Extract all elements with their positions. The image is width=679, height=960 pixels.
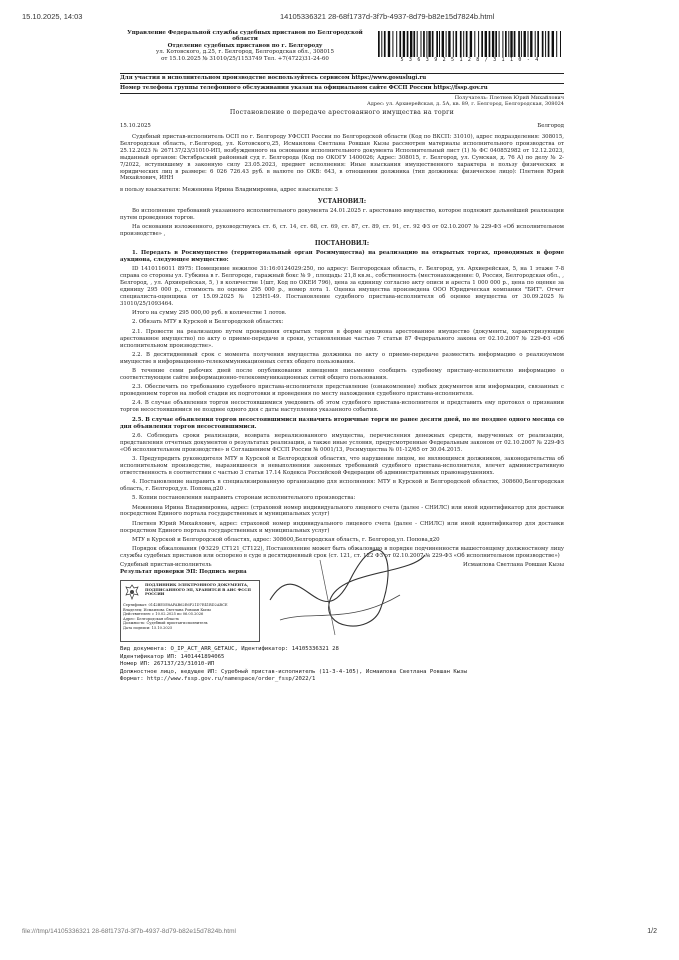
barcode-bar [463, 31, 464, 57]
divider [120, 83, 564, 84]
signature-check: Результат проверки ЭП: Подпись верна [120, 569, 247, 576]
postanovil-heading: ПОСТАНОВИЛ: [314, 240, 370, 248]
appeal-procedure: Порядок обжалования (ФЗ229_СТ121_СТ122), Постановление может быть обжаловано в порядке подчиненности вышестоящему должностному лицу службы судебных приставов или оспорено в суде в десятидневный срок (ст. 121, ст. 122 ФЗ от 02.10.2007 № 229-ФЗ «Об исполнительном производстве») [120, 546, 564, 560]
authority-line-3: Отделение судебных приставов по г. Белгороду [167, 42, 323, 49]
letterhead [120, 30, 564, 72]
document-page [120, 30, 564, 683]
recipient-name: Получатель: Плетнев Юрий Михайлович [454, 94, 564, 101]
clause-1: 1. Передать в Росимущество (территориальный орган Росимущества) на реализацию на открытых торгах, проводимых в форме аукциона, следующее имущество: [120, 250, 564, 264]
barcode-bar [388, 31, 390, 57]
e-signature-block [120, 580, 564, 646]
barcode-bar [514, 31, 516, 57]
barcode-bar [432, 31, 434, 57]
barcode-number: 5 3 6 3 9 2 5 1 2 8 / 3 1 1 0 - 4 [400, 57, 540, 63]
print-datetime: 15.10.2025, 14:03 [22, 12, 83, 21]
barcode-bar [552, 31, 554, 57]
clause-2-4: 2.4. В случае объявления торгов несостоявшимися уведомить об этом судебного пристава-исполнителя и представить ему протокол о признании торгов несостоявшимися не позднее одного дня с даты наступления указанного события. [120, 400, 564, 414]
barcode-bar [499, 31, 500, 57]
recipient-mtu: МТУ в Курской и Белгородской областях, адрес: 308600,Белгородская область, г. Белгород,ул. Попова,д20 [132, 536, 440, 543]
document-metadata [120, 646, 564, 683]
barcode-bar [396, 31, 397, 57]
print-footer [22, 928, 657, 940]
recipient-debtor: Плетнев Юрий Михайлович, адрес: страховой номер индивидуального лицевого счета (далее - СНИЛС) или иной идентификатор для доставки посредством Единого портала государственных и муниципальных услуг) [120, 520, 564, 534]
authority-reg: от 15.10.2025 № 31010/25/1153749 Тел. +7(4722)31-24-60 [161, 55, 329, 62]
barcode-bar [478, 31, 479, 57]
barcode-bar [453, 31, 454, 57]
recipient-creditor: Меженина Ирина Владимировна, адрес: (страховой номер индивидуального лицевого счета (далее - СНИЛС) или иной идентификатор для доставки посредством Единого портала государственных и муниципальных услуг) [120, 504, 564, 518]
signer-role: Судебный пристав-исполнитель [120, 562, 212, 569]
barcode-bar [535, 31, 536, 57]
clause-2-2: 2.2. В десятидневный срок с момента получения имущества должника по акту о приеме-передаче разместить информацию о реализуемом имуществе в информационно-телекоммуникационных сетях общего пользования. [120, 351, 564, 365]
barcode-bar [521, 31, 522, 57]
law-basis: На основании изложенного, руководствуясь ст. 6, ст. 14, ст. 68, ст. 69, ст. 87, ст. 89, ст. 91, ст. 92 ФЗ от 02.10.2007 № 229-ФЗ «Об исполнительном производстве» , [120, 224, 564, 238]
total-line: Итого на сумму 295 000,00 руб. в количестве 1 лотов. [132, 310, 287, 317]
document-date: 15.10.2025 [120, 123, 151, 130]
cert-date: Дата подписи: 15.10.2025 [123, 626, 173, 631]
barcode-bar [470, 31, 472, 57]
creditor-line: в пользу взыскателя: Меженина Ирина Владимировна, адрес взыскателя: 3 [120, 187, 338, 194]
clause-2-2-b: В течение семи рабочих дней после опубликования извещения письменно сообщить судебному приставу-исполнителю информацию о соответствующем сайте информационно-телекоммуникационных сетей общего пользования. [120, 368, 564, 381]
barcode-bar [378, 31, 380, 57]
authority-block [120, 30, 370, 62]
barcode-bar [518, 31, 520, 57]
authority-address: ул. Котовского, д.25, г. Белгород, Белгородская обл., 308015 [155, 49, 335, 56]
barcode-bar [548, 31, 550, 57]
clause-2-1: 2.1. Провести на реализацию путем проведения открытых торгов в форме аукциона арестованное имущество (документы, характеризующие арестованное имущество) по акту о приеме-передаче в сроки, установленные частью 7 статьи 87 Федерального закона от 02.10.2007 № 229-ФЗ «Об исполнительном производстве». [120, 328, 564, 349]
barcode-bar [436, 31, 438, 57]
document-city: Белгород [537, 123, 564, 130]
meta-format: Формат: http://www.fssp.gov.ru/namespace/order_fssp/2022/1 [120, 675, 316, 682]
barcode-bar [446, 31, 447, 57]
authority-line-1: Управление Федеральной службы судебных приставов по Белгородской [127, 30, 363, 36]
clause-2-3: 2.3. Обеспечить по требованию судебного пристава-исполнителя представление (ознакомление) любых документов или информации, связанных с проведением торгов на любой стадии их подготовки и проведения по месту нахождения судебного пристава-исполнителя. [120, 384, 564, 398]
barcode-bar [439, 31, 440, 57]
authority-line-2: области [232, 36, 258, 43]
recipient-address: Адрес: ул. Архиерейская, д. 5А, кв. 89, г. Белгород, Белгородская, 308024 [366, 101, 564, 108]
signer-name: Исмаилова Светлана Ровшан Кызы [463, 562, 564, 569]
barcode-bar [489, 31, 491, 57]
barcode-bar [528, 31, 529, 57]
gosuslugi-note: Для участия в исполнительном производстве воспользуйтесь сервисом https://www.gosuslugi.ru [120, 75, 427, 81]
barcode-bar [381, 31, 382, 57]
barcode-bar [537, 31, 539, 57]
intro-paragraph: Судебный пристав-исполнитель ОСП по г. Белгороду УФССП России по Белгородской области (Код по ВКСП: 31010), адрес подразделения: 308015, Белгородская область, г.Белгород, ул. Котовского,25, Исмаилова Светлана Ровшан Кызы рассмотрев материалы исполнительного производства от 25.12.2023 № 267137/23/31010-ИП, возбужденного на основании исполнительного документа Исполнительный лист (1) № ФС 040852982 от 12.12.2023, выданный органом: Октябрьский районный суд г. Белгорода (Код по ОКОГУ 1400026; Адрес: 308015, г. Белгород, ул. Сумская, д. 76 А) по делу № 2-7/2022, вступившему в законную силу 23.05.2023, предмет исполнения: Иные взыскания имущественного характера в пользу физических и юридических лиц в размере: 6 026 726.43 руб. в валюте по ОКВ: 643, в отношении должника (тип должника: физическое лицо): Плетнев Юрий Михайлович, ИНН [120, 134, 564, 182]
barcode-bar [426, 31, 427, 57]
property-description: ID 1410116011 8975: Помещение нежилое 31:16:0124029:250, по адресу: Белгородская область, г. Белгород, ул. Архиерейская, 5, на 1 этаже 7-8 справа со стороны ул. Губкина в г. Белгороде, гаражный бокс № 9 , площадь: 21,8 кв.м., собственность (местонахождение: 0, Россия, Белгородская обл., , Белгород, , ул. Архиерейская, 5, ) в количестве 1(шт, Код по ОКЕИ 796), цена за единицу согласно акту описи и ареста 1 000 000 р., цена по оценке за единицу 295 000 р., стоимость по оценке 295 000 р., номер лота 1. Оценка имущества произведена ООО Юридическая компания "БИТ". Отчет специалиста-оценщика от 15.09.2025 № 125Н1-49. Постановление судебного пристава-исполнителя об оценке имущества от 30.09.2025 № 31010/25/1093464. [120, 266, 564, 307]
barcode-bar [448, 31, 450, 57]
e-signature-stamp [120, 580, 260, 642]
footer-path: file:///tmp/14105336321 28-68f1737d-3f7b-4937-8d79-b82e15d7824b.html [22, 928, 236, 935]
clause-5: 5. Копии постановления направить сторонам исполнительного производства: [132, 495, 356, 502]
barcode-bar [502, 31, 503, 57]
barcode-bar [407, 31, 409, 57]
barcode-bar [492, 31, 494, 57]
meta-ip-number: Номер ИП: 267137/23/31010-ИП [120, 661, 215, 668]
barcode-bar [474, 31, 475, 57]
handwritten-signature [260, 540, 435, 650]
barcode-bar [481, 31, 483, 57]
barcode-bar [530, 31, 532, 57]
clause-2-6: 2.6. Соблюдать сроки реализации, возврата нереализованного имущества, перечисления денежных средств, вырученных от реализации, представления отчетных документов о результатах реализации, а также иные условия, предусмотренные Федеральным законом от 02.10.2007 № 229-ФЗ «Об исполнительном производстве» и Соглашением ФССП России № 0001/13, Росимущества № 01-12/65 от 30.04.2015. [120, 432, 564, 453]
barcode-bar [421, 31, 422, 57]
barcode-bar [524, 31, 526, 57]
barcode-bar [413, 31, 415, 57]
barcode-bar [399, 31, 401, 57]
barcode-bar [384, 31, 386, 57]
barcode-bar [510, 31, 512, 57]
meta-ip-id: Идентификатор ИП: 1401441894065 [120, 653, 225, 660]
cert-line: Сертификат: 0142BE5E8AFAB62E6F21D7E41BD2ABCE [123, 603, 228, 608]
print-filename: 14105336321 28-68f1737d-3f7b-4937-8d79-b82e15d7824b.html [280, 12, 495, 21]
barcode-bar [423, 31, 425, 57]
barcode-bar [560, 31, 561, 57]
divider [120, 73, 564, 74]
e-signature-title: ПОДЛИННИК ЭЛЕКТРОННОГО ДОКУМЕНТА, ПОДПИСАННОГО ЭП, ХРАНИТСЯ В АИС ФССП РОССИИ [145, 582, 251, 597]
barcode-bar [455, 31, 457, 57]
print-header [22, 12, 657, 24]
barcode-bar [428, 31, 430, 57]
cert-address: Адрес: Белгородская область [123, 616, 180, 621]
barcode-bar [556, 31, 557, 57]
cert-validity: Действителен: с 10.02.2025 по 06.05.2026 [123, 612, 204, 617]
clause-2-5: 2.5. В случае объявления торгов несостоявшимися назначить вторичные торги не ранее десяти дней, но не позднее одного месяца со дня объявления торгов несостоявшимися. [120, 416, 564, 430]
clause-3: 3. Предупредить руководителя МТУ в Курской и Белгородской областях, что нарушение лицом, не являющимся должником, законодательства об исполнительном производстве, выразившееся в невыполнении законных требований судебного пристава-исполнителя, влечет административную ответственность в соответствии с частью 3 статьи 17.14 Кодекса Российской Федерации об административных правонарушениях. [120, 455, 564, 476]
barcode-bar [442, 31, 444, 57]
cert-owner: Владелец: Исмаилова Светлана Ровшан Кызы [123, 607, 211, 612]
barcode-bar [505, 31, 507, 57]
meta-official: Должностное лицо, ведущее ИП: Судебный пристав-исполнитель (11-3-4-105), Исмаилова Светлана Ровшан Кызы [120, 668, 467, 675]
barcode-bar [460, 31, 462, 57]
ustanovil-text: Во исполнение требований указанного исполнительного документа 24.01.2025 г. арестовано имущество, которое подлежит дальнейшей реализации путем проведения торгов. [120, 208, 564, 222]
coat-of-arms-icon [124, 584, 140, 600]
meta-doc-type: Вид документа: O_IP_ACT_ARR_GETAUC, Идентификатор: 14105336321 28 [120, 646, 339, 653]
cert-position: Должность: Судебный пристав-исполнитель [123, 621, 208, 626]
barcode-bar [403, 31, 405, 57]
phone-note: Номер телефона группы телефонного обслуживания указан на официальном сайте ФССП России https://fssp.gov.ru [120, 84, 488, 91]
divider [120, 93, 564, 94]
barcode-bar [542, 31, 544, 57]
barcode-bar [495, 31, 497, 57]
barcode-bar [417, 31, 418, 57]
barcode-bar [545, 31, 546, 57]
clause-4: 4. Постановление направить в специализированную организацию для исполнения: МТУ в Курской и Белгородской областях, 308600,Белгородская область, г. Белгород,ул. Попова,д20 . [120, 479, 564, 492]
barcode-bars [376, 31, 564, 57]
barcode-bar [508, 31, 509, 57]
page-counter: 1/2 [647, 928, 657, 935]
document-title: Постановление о передаче арестованного имущества на торги [229, 109, 455, 117]
barcode [376, 31, 564, 65]
clause-2: 2. Обязать МТУ в Курской и Белгородской областях: [132, 319, 284, 326]
barcode-bar [392, 31, 393, 57]
ustanovil-heading: УСТАНОВИЛ: [317, 198, 367, 206]
barcode-bar [410, 31, 412, 57]
barcode-bar [485, 31, 487, 57]
barcode-bar [466, 31, 468, 57]
